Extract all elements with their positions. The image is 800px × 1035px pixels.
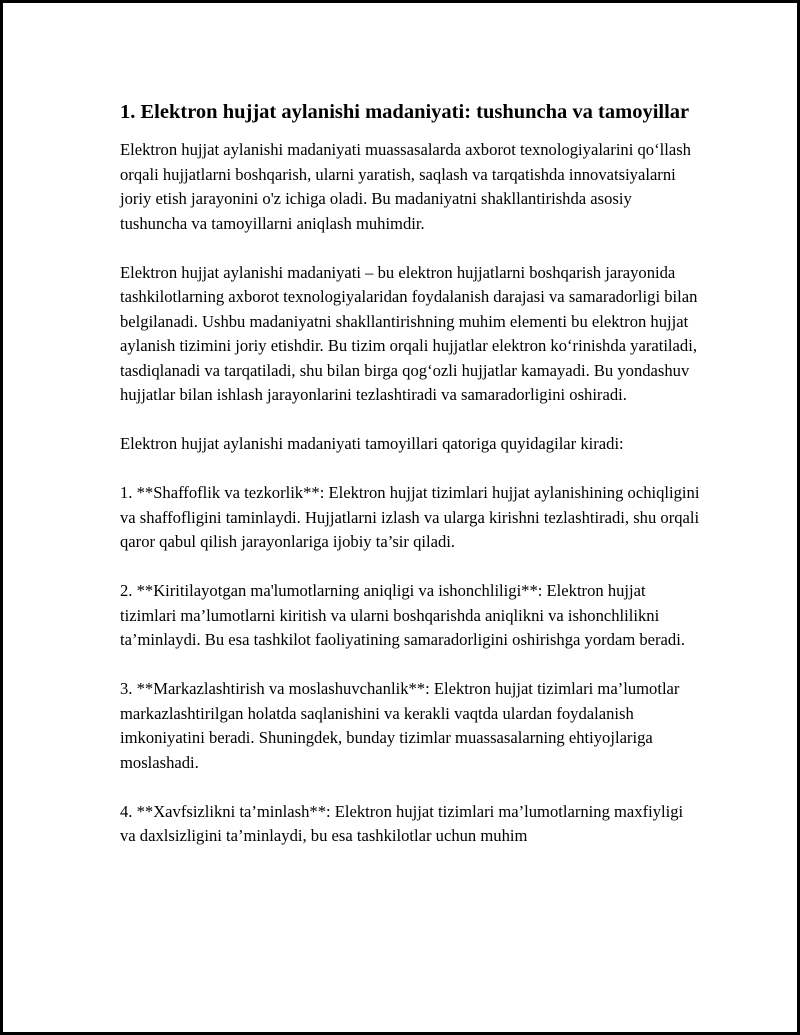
section-heading: 1. Elektron hujjat aylanishi madaniyati: tushuncha va tamoyillar	[120, 101, 690, 123]
paragraph-principles-intro: Elektron hujjat aylanishi madaniyati tamoyillari qatoriga quyidagilar kiradi:	[120, 434, 624, 453]
principle-item-3: 3. **Markazlashtirish va moslashuvchanlik**: Elektron hujjat tizimlari ma’lumotlar markazlashtirilgan holatda saqlanishini va kerakli vaqtda ulardan foydalanish imkoniyatini beradi. Shuningdek, bunday tizimlar muassasalarning ehtiyojlariga moslashadi.	[120, 679, 680, 772]
paragraph-definition: Elektron hujjat aylanishi madaniyati – bu elektron hujjatlarni boshqarish jarayonida tashkilotlarning axborot texnologiyalaridan foydalanish darajasi va samaradorligi bilan belgilanadi. Ushbu madaniyatni shakllantirishning muhim elementi bu elektron hujjat aylanish tizimini joriy etishdir. Bu tizim orqali hujjatlar elektron ko‘rinishda yaratiladi, tasdiqlanadi va tarqatiladi, shu bilan birga qog‘ozli hujjatlar kamayadi. Bu yondashuv hujjatlar bilan ishlash jarayonlarini tezlashtiradi va samaradorligini oshiradi.	[120, 262, 698, 404]
principle-item-2: 2. **Kiritilayotgan ma'lumotlarning aniqligi va ishonchliligi**: Elektron hujjat tizimlari ma’lumotlarni kiritish va ularni boshqarishda aniqlikni va ishonchlilikni ta’minlaydi. Bu esa tashkilot faoliyatining samaradorligini oshirishga yordam beradi.	[120, 581, 685, 649]
document-content	[120, 98, 700, 873]
paragraph-intro: Elektron hujjat aylanishi madaniyati muassasalarda axborot texnologiyalarini qo‘llash orqali hujjatlarni boshqarish, ularni yaratish, saqlash va tarqatishda innovatsiyalarni joriy etish jarayonini o'z ichiga oladi. Bu madaniyatni shakllantirishda asosiy tushuncha va tamoyillarni aniqlash muhimdir.	[120, 140, 691, 233]
principle-item-4: 4. **Xavfsizlikni ta’minlash**: Elektron hujjat tizimlari ma’lumotlarning maxfiyligi va daxlsizligini ta’minlaydi, bu esa tashkilotlar uchun muhim	[120, 801, 684, 845]
principle-item-1: 1. **Shaffoflik va tezkorlik**: Elektron hujjat tizimlari hujjat aylanishining ochiqligini va shaffofligini taminlaydi. Hujjatlarni izlash va ularga kirishni tezlashtiradi, shu orqali qaror qabul qilish jarayonlariga ijobiy ta’sir qiladi.	[120, 483, 700, 551]
